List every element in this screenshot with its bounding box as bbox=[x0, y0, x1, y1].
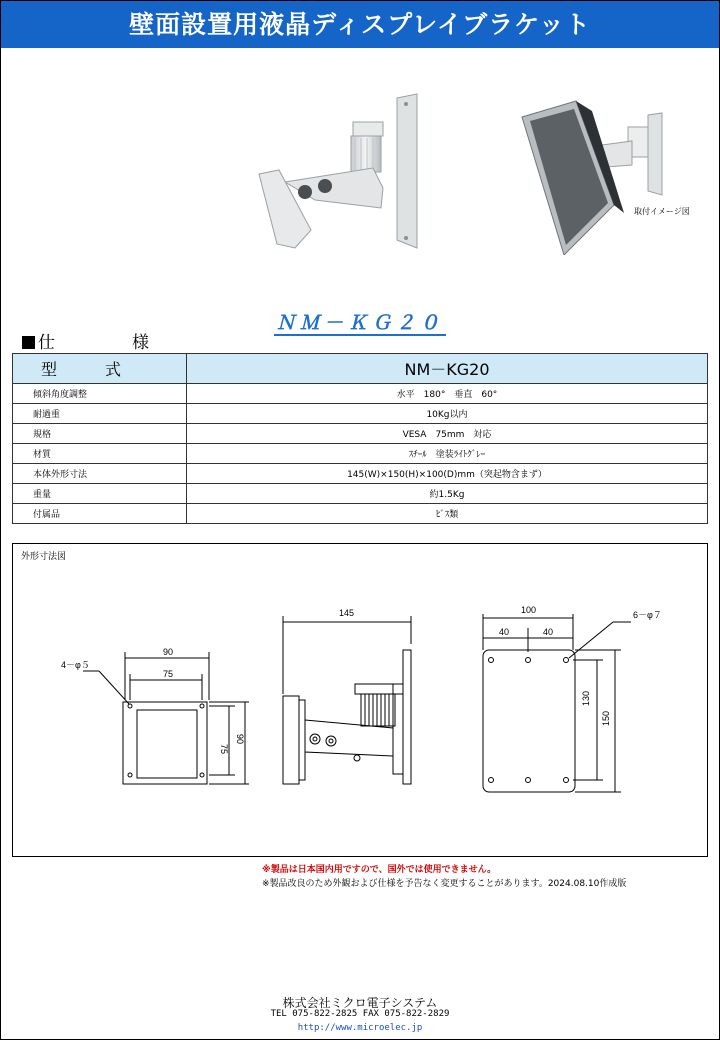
front-width-inner: 75 bbox=[163, 669, 174, 679]
side-width-label: 145 bbox=[339, 608, 355, 618]
spec-key: 材質 bbox=[13, 444, 187, 464]
drawing-label: 外形寸法図 bbox=[21, 552, 67, 562]
back-height-outer: 150 bbox=[601, 710, 611, 726]
spec-row bbox=[13, 424, 708, 444]
spec-key: 重量 bbox=[13, 484, 187, 504]
front-view bbox=[61, 647, 249, 784]
photo-caption: 取付イメージ図 bbox=[634, 207, 690, 216]
note-domestic-only: ※製品は日本国内用ですので、国外では使用できません。 bbox=[262, 865, 497, 875]
mounted-photo bbox=[520, 95, 670, 255]
page-title: 壁面設置用液晶ディスプレイブラケット bbox=[1, 1, 719, 48]
spec-value: 約1.5Kg bbox=[187, 484, 708, 504]
spec-heading-part1: 仕 bbox=[38, 333, 55, 353]
spec-value: ｽﾁｰﾙ 塗装ﾗｲﾄｸﾞﾚｰ bbox=[187, 444, 708, 464]
side-view bbox=[283, 608, 411, 784]
model-number-text: ＮＭ－ＫＧ２０ bbox=[275, 312, 444, 334]
spec-row bbox=[13, 444, 708, 464]
spec-row bbox=[13, 404, 708, 424]
spec-key: 規格 bbox=[13, 424, 187, 444]
spec-row bbox=[13, 384, 708, 404]
spec-value: VESA 75mm 対応 bbox=[187, 424, 708, 444]
contact-info: TEL 075-822-2825 FAX 075-822-2829 bbox=[270, 1009, 450, 1019]
spec-key: 本体外形寸法 bbox=[13, 464, 187, 484]
dimension-drawing bbox=[13, 544, 707, 856]
spec-row bbox=[13, 464, 708, 484]
back-height-inner: 130 bbox=[581, 690, 591, 706]
back-seg2-label: 40 bbox=[543, 627, 554, 637]
back-hole-label: 6－φ７ bbox=[633, 610, 662, 620]
spec-value: ﾋﾞｽ類 bbox=[187, 504, 708, 524]
front-hole-label: 4－φ５ bbox=[61, 660, 90, 670]
product-photo bbox=[255, 90, 425, 260]
dimension-drawing-box bbox=[12, 543, 708, 857]
back-width-label: 100 bbox=[521, 605, 537, 615]
spec-header-key: 型 式 bbox=[13, 354, 187, 384]
spec-row bbox=[13, 504, 708, 524]
website-link[interactable]: http://www.microelec.jp bbox=[297, 1023, 423, 1033]
square-bullet-icon bbox=[22, 336, 35, 349]
spec-value: 145(W)×150(H)×100(D)mm（突起物含まず） bbox=[187, 464, 708, 484]
spec-header-row bbox=[13, 354, 708, 384]
front-height-outer: 90 bbox=[235, 734, 245, 745]
front-width-outer: 90 bbox=[163, 647, 174, 657]
note-spec-change: ※製品改良のため外観および仕様を予告なく変更することがあります。2024.08.10作成版 bbox=[262, 879, 627, 889]
spec-table bbox=[12, 353, 708, 524]
spec-value: 10Kg以内 bbox=[187, 404, 708, 424]
back-seg1-label: 40 bbox=[499, 627, 510, 637]
front-height-inner: 75 bbox=[219, 744, 229, 755]
spec-key: 耐過重 bbox=[13, 404, 187, 424]
spec-header-value: NM－KG20 bbox=[187, 354, 708, 384]
spec-heading-part2: 様 bbox=[132, 333, 149, 353]
spec-key: 付属品 bbox=[13, 504, 187, 524]
spec-row bbox=[13, 484, 708, 504]
notes bbox=[262, 863, 626, 891]
model-number bbox=[0, 308, 720, 335]
spec-value: 水平 180° 垂直 60° bbox=[187, 384, 708, 404]
back-view bbox=[483, 605, 662, 792]
spec-key: 傾斜角度調整 bbox=[13, 384, 187, 404]
company-name: 株式会社ミクロ電子システム bbox=[282, 996, 438, 1010]
spec-heading bbox=[22, 328, 149, 353]
